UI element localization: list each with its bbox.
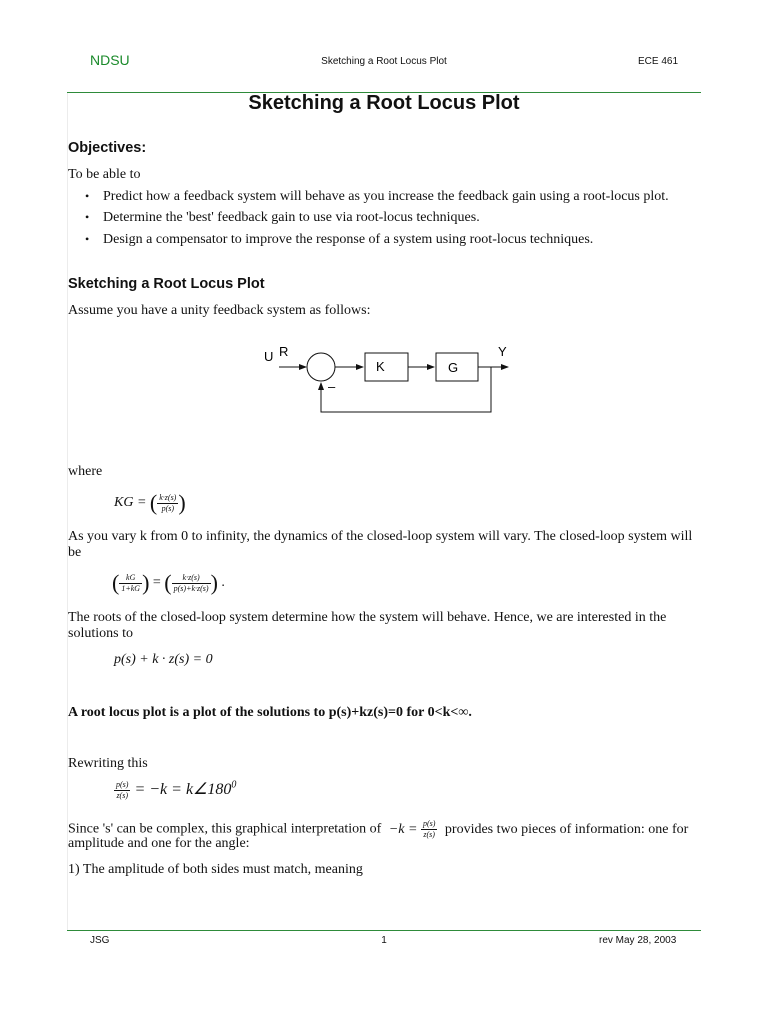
angle-rhs: = −k = k∠180 [134, 781, 232, 798]
objective-text: Determine the 'best' feedback gain to use via root-locus techniques. [103, 210, 480, 225]
roots-paragraph: The roots of the closed-loop system determine how the system will behave. Hence, we are interested in the solutions to [68, 610, 667, 641]
objectives-heading: Objectives: [68, 140, 147, 156]
footer-revision: rev May 28, 2003 [599, 935, 677, 946]
header-title: Sketching a Root Locus Plot [321, 56, 447, 67]
since-after: provides two pieces of information: one for [444, 821, 689, 837]
kg-numerator: k·z(s) [159, 492, 177, 502]
since-eq-lhs: −k = [388, 821, 418, 837]
k-block [365, 353, 408, 381]
label-y: Y [498, 344, 507, 359]
feedback-block-diagram [255, 340, 525, 420]
header-course: ECE 461 [638, 56, 679, 67]
header-org: NDSU [90, 52, 130, 68]
root-locus-definition: A root locus plot is a plot of the solutions to p(s)+kz(s)=0 for 0<k<∞. [68, 705, 472, 720]
ratio-denominator: z(s) [116, 790, 128, 800]
summing-junction [307, 353, 335, 381]
g-label: G [448, 360, 459, 375]
assume-text: Assume you have a unity feedback system as follows: [68, 303, 371, 318]
angle-equation [114, 779, 236, 801]
bullet-icon: • [85, 232, 90, 246]
since-denominator: z(s) [423, 830, 435, 839]
kg-equation: KG = ( $\frac{k\cdot z(s)}{p(s)}$ ) [114, 490, 186, 515]
cl-left-numerator: kG [119, 573, 142, 584]
closed-loop-equation: ( $\frac{kG}{1+kG}$ ) = ( $\frac{k\cdot z(s)}{p(s)+k\cdot z(s)}$ ) . [112, 570, 225, 595]
since-before: Since 's' can be complex, this graphical interpretation of [68, 821, 382, 837]
k-label: K [376, 359, 385, 374]
left-margin-line [67, 93, 68, 930]
cl-period: . [221, 575, 225, 591]
section-heading: Sketching a Root Locus Plot [68, 276, 265, 292]
label-r: R [279, 344, 289, 359]
label-u: U [264, 349, 274, 364]
bullet-icon: • [85, 189, 90, 203]
where-text: where [68, 464, 103, 479]
objective-text: Predict how a feedback system will behave as you increase the feedback gain using a root-locus plot. [103, 189, 669, 204]
page-number: 1 [381, 935, 387, 946]
kg-lhs: KG = [114, 495, 147, 511]
ratio-numerator: p(s) [116, 779, 129, 789]
cl-left-denominator: 1+kG [121, 583, 141, 593]
cl-fraction-right [172, 573, 211, 594]
characteristic-equation: p(s) + k · z(s) = 0 [114, 652, 213, 667]
objective-text: Design a compensator to improve the response of a system using root-locus techniques. [103, 232, 594, 247]
kg-denominator: p(s) [161, 503, 175, 513]
footer-author: JSG [90, 935, 110, 946]
amplitude-text: 1) The amplitude of both sides must match, meaning [68, 862, 363, 877]
cl-equals: = [152, 575, 161, 591]
since-numerator: p(s) [422, 819, 436, 828]
vary-paragraph: As you vary k from 0 to infinity, the dynamics of the closed-loop system will vary. The closed-loop system will be [68, 529, 693, 560]
page-title: Sketching a Root Locus Plot [248, 92, 520, 114]
footer-rule [67, 930, 701, 931]
cl-right-numerator: k·z(s) [172, 573, 211, 584]
bullet-icon: • [85, 210, 90, 224]
cl-fraction-left [119, 573, 142, 594]
since-paragraph-line2: amplitude and one for the angle: [68, 836, 250, 851]
kg-fraction [157, 493, 178, 514]
cl-right-denominator: p(s)+k·z(s) [173, 583, 209, 593]
minus-sign: – [328, 379, 336, 394]
degree-superscript: 0 [231, 779, 237, 791]
objectives-intro: To be able to [68, 167, 141, 182]
rewriting-text: Rewriting this [68, 756, 148, 771]
ratio-fraction [114, 780, 130, 801]
